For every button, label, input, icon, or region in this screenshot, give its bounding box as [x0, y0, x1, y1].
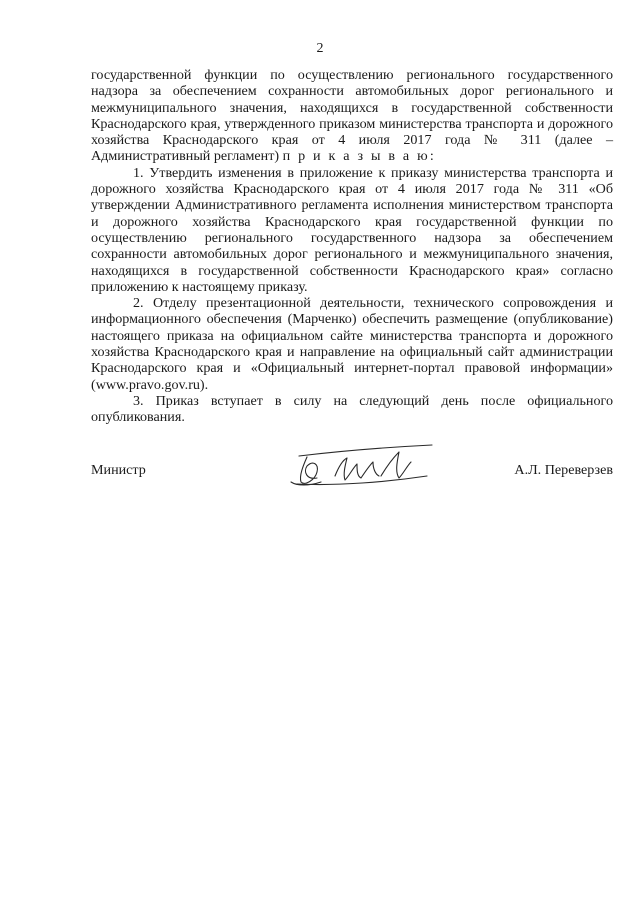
document-body: [91, 67, 613, 426]
intro-text: государственной функции по осуществлению регионального государственного надзора за обеспечением сохранности автомобильных дорог регионального и межмуниципального значения, находящихся в государственной собственности Краснодарского края, утвержденного приказом министерства транспорта и дорожного хозяйства Краснодарского края от 4 июля 2017 года № 311 (далее – Административный регламент): [91, 67, 613, 165]
signature-block: [91, 462, 613, 486]
page-number: 2: [316, 41, 324, 56]
order-word: п р и к а з ы в а ю:: [282, 148, 436, 165]
signatory-name: А.Л. Переверзев: [514, 462, 613, 478]
handwritten-signature: [277, 436, 437, 492]
order-item-1: 1. Утвердить изменения в приложение к приказу министерства транспорта и дорожного хозяйства Краснодарского края от 4 июля 2017 года № 311 «Об утверждении Административного регламента исполнения министерством транспорта и дорожного хозяйства Краснодарского края государственной функции по осуществлению регионального государственного надзора за обеспечением сохранности автомобильных дорог регионального и межмуниципального значения, находящихся в государственной собственности Краснодарского края» согласно приложению к настоящему приказу.: [91, 164, 613, 295]
signatory-role: Министр: [91, 462, 146, 478]
order-item-3: 3. Приказ вступает в силу на следующий день после официального опубликования.: [91, 392, 613, 426]
order-item-2: 2. Отделу презентационной деятельности, технического сопровождения и информационного обеспечения (Марченко) обеспечить размещение (опубликование) настоящего приказа на официальном сайте министерства транспорта и дорожного хозяйства Краснодарского края и направление на официальный сайт администрации Краснодарского края и «Официальный интернет-портал правовой информации» (www.pravo.gov.ru).: [91, 295, 613, 393]
intro-paragraph: [91, 67, 613, 165]
